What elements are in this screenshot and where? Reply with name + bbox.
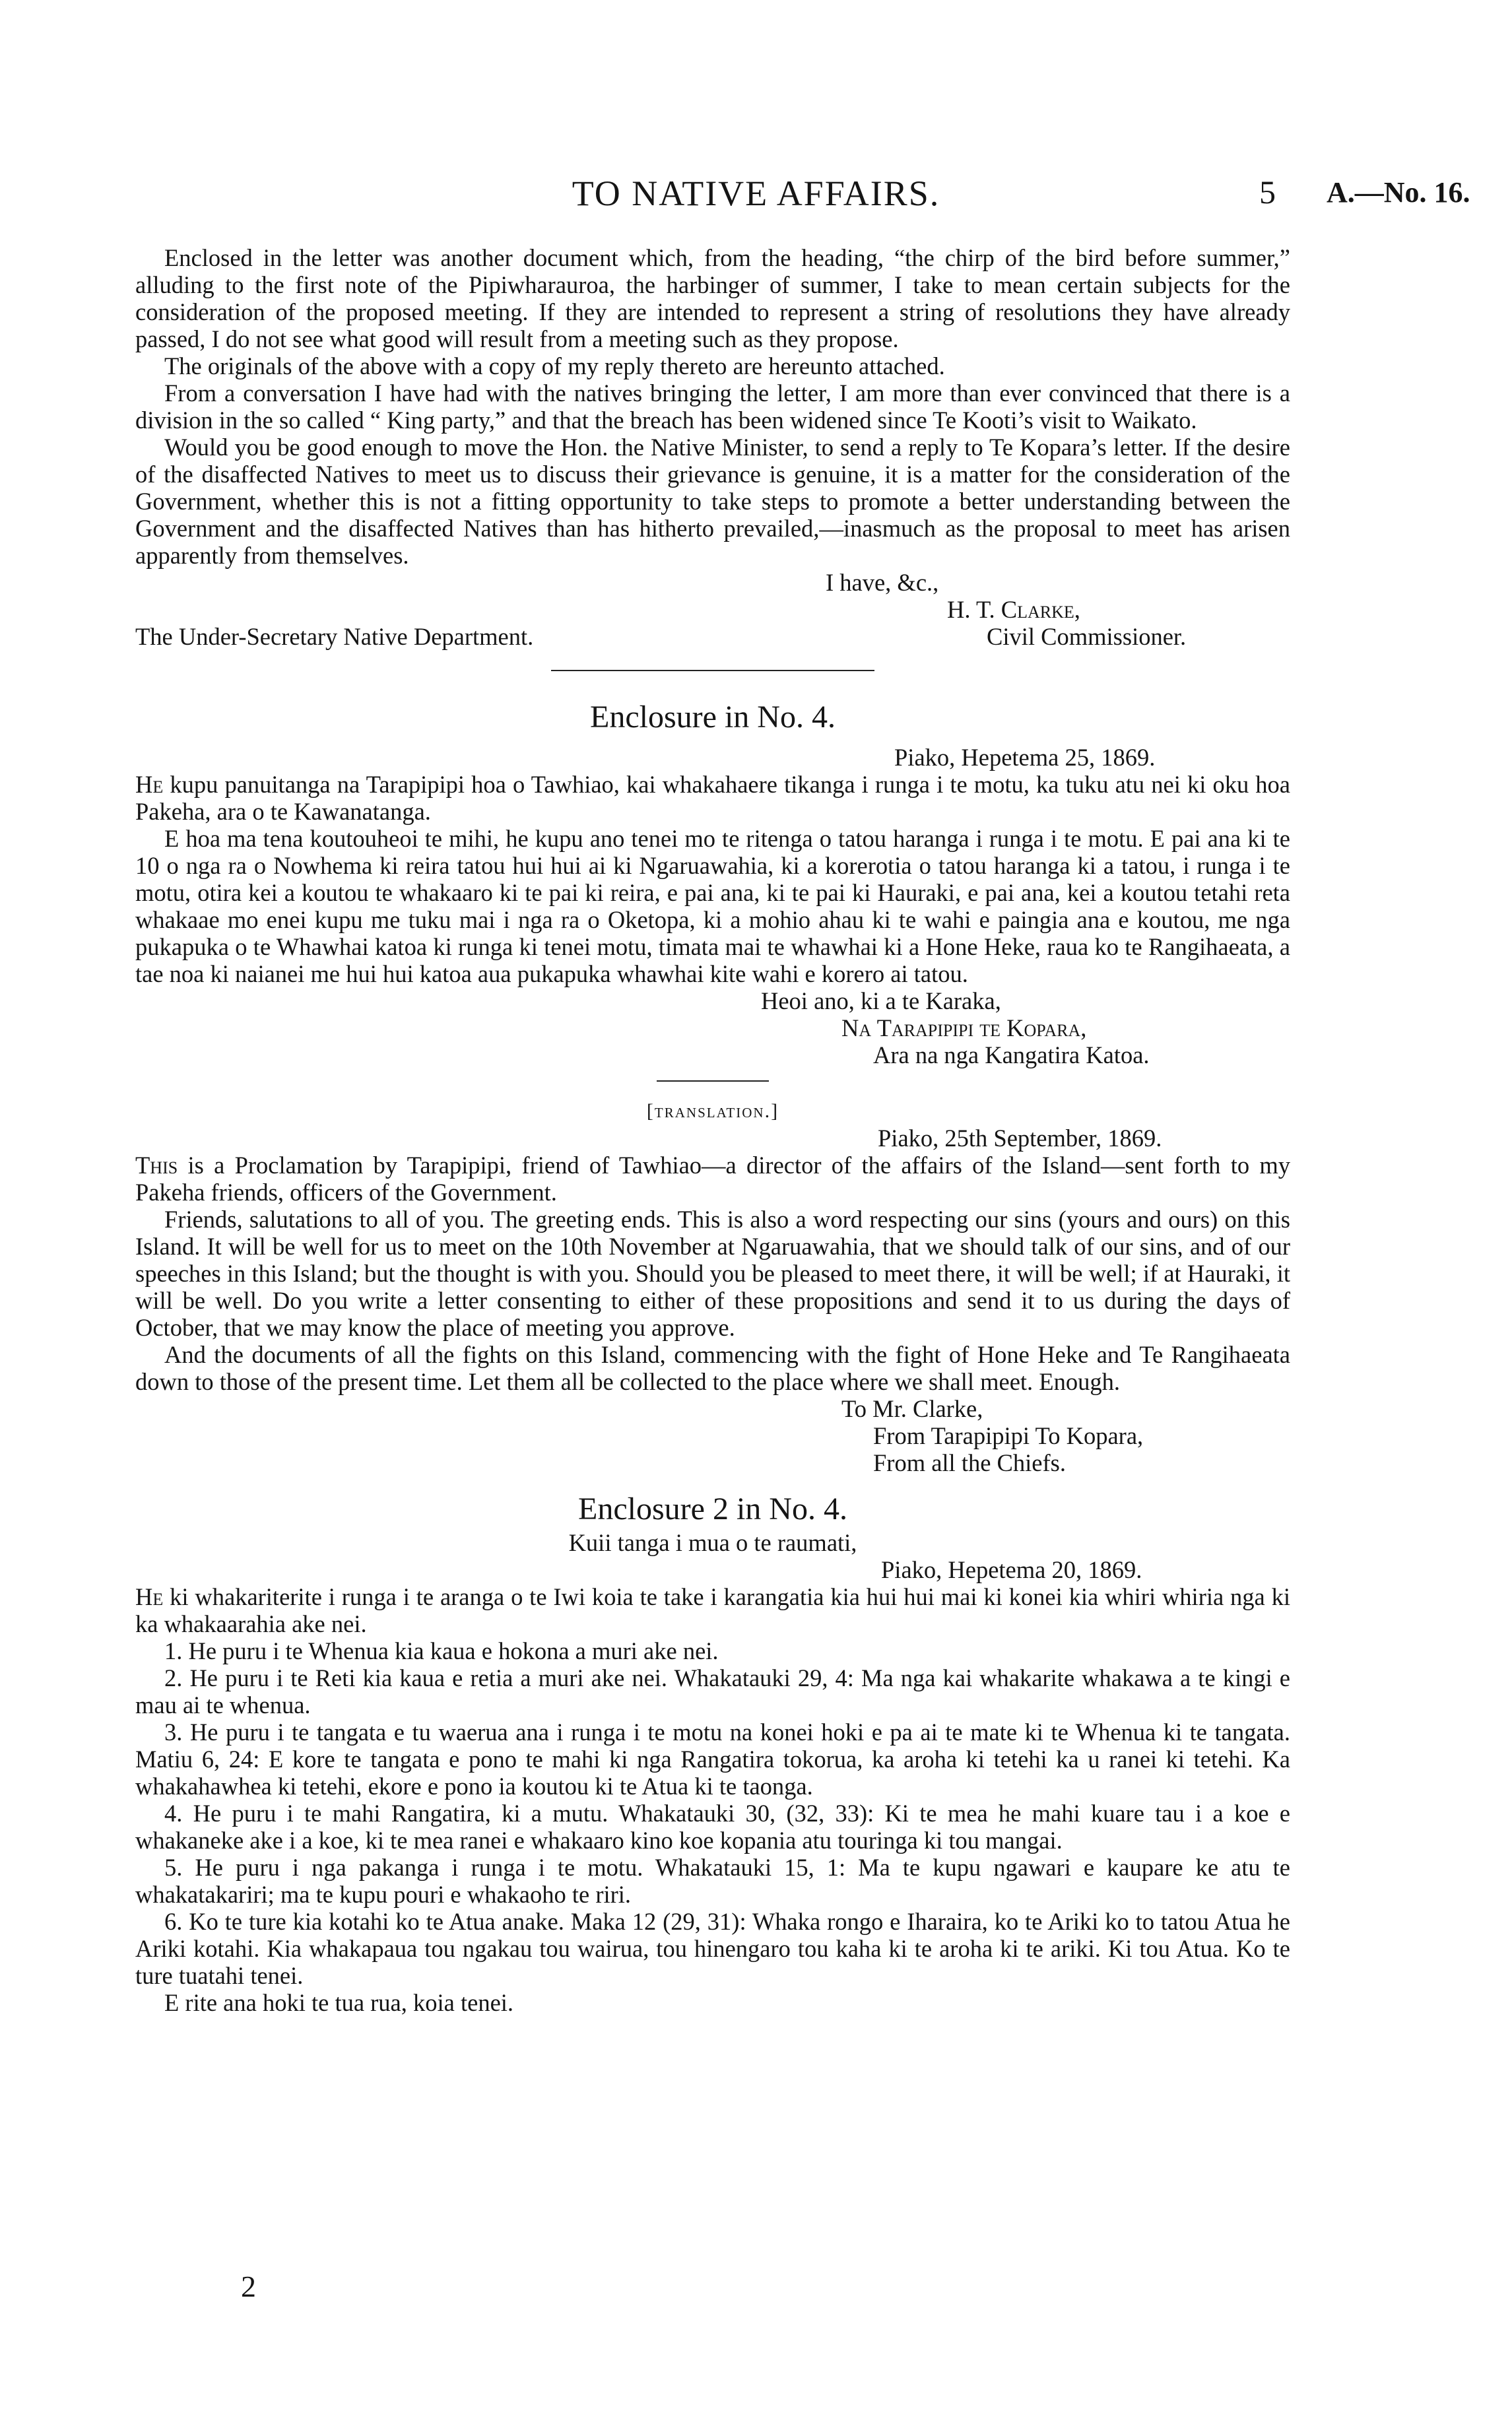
enclosure-2-item: 5. He puru i nga pakanga i runga i te motu. Whakatauki 15, 1: Ma te kupu ngawari e kaupare ke atu te whakatakariri; ma te kupu pouri e whakaoho te riri. bbox=[135, 1854, 1290, 1908]
enclosure-2-item: 1. He puru i te Whenua kia kaua e hokona a muri ake nei. bbox=[164, 1637, 719, 1664]
enclosure-1-paragraph: E hoa ma tena koutouheoi te mihi, he kupu ano tenei mo te ritenga o tatou haranga i runga i te motu. E pai ana ki te 10 o nga ra o Nowhema ki reira tatou hui hui ai ki Ngaruawahia, ki a korerotia o tatou haranga ki a tatou, i runga i te motu, otira kei a koutou te whakaaro ki te pai ki reira, e pai ana, ki te pai ki Hauraki, e pai ana, kei a koutou tetahi reta whakaae mo enei kupu me tuku mai i nga ra o Oketopa, ki a mohio ahau ki te wahi e paingia ana e koutou, me nga pukapuka o te Whawhai katoa ki runga ki tenei motu, timata mai te whawhai ki a Hone Heke, raua ko te Rangihaeata, a tae noa ki naianei me hui hui katoa aua pukapuka whawhai kite wahi e korero ai tatou. bbox=[135, 825, 1290, 987]
translation-signatory: From Tarapipipi To Kopara, bbox=[873, 1422, 1144, 1449]
letter-section bbox=[135, 244, 1290, 650]
enclosure-2-item: 4. He puru i te mahi Rangatira, ki a mutu. Whakatauki 30, (32, 33): Ki te mea he mahi kuare tau i a koe e whakaneke ake i a koe, ki te mea ranei e whakaaro kino koe kopania atu touringa ki tou mangai. bbox=[135, 1800, 1290, 1854]
translation-signatory-sub-row bbox=[135, 1449, 1290, 1476]
enclosure-1-paragraph: He kupu panuitanga na Tarapipipi hoa o Tawhiao, kai whakahaere tikanga i runga i te motu, ka tuku atu nei ki oku hoa Pakeha, ara o te Kawanatanga. bbox=[135, 771, 1290, 825]
lead-word: He bbox=[135, 771, 164, 798]
enclosure-1-closing-row bbox=[135, 987, 1290, 1014]
letter-addressee-row bbox=[135, 623, 1290, 650]
letter-signatory-row bbox=[135, 596, 1290, 623]
letter-paragraph: The originals of the above with a copy of my reply thereto are hereunto attached. bbox=[164, 352, 945, 379]
letter-closing-row bbox=[135, 569, 1290, 596]
translation-date-row bbox=[135, 1125, 1290, 1152]
enclosure-1-signatory-sub: Ara na nga Kangatira Katoa. bbox=[873, 1041, 1150, 1068]
translation-signatory-sub: From all the Chiefs. bbox=[873, 1449, 1066, 1476]
translation-signatory-row bbox=[135, 1422, 1290, 1449]
section-divider bbox=[657, 1080, 769, 1082]
translation-place-date: Piako, 25th September, 1869. bbox=[878, 1125, 1162, 1152]
enclosure-2-item: 3. He puru i te tangata e tu waerua ana i runga i te motu na konei hoki e pa ai te mate ki te Whenua ki te tangata. Matiu 6, 24: E kore te tangata e pono te mahi ki nga Rangatira tokorua, ka aroha ki tetehi ka u ranei ki tetehi. Ka whakahawhea ki tetehi, ekore e pono ia koutou ki te Atua ki te taonga. bbox=[135, 1719, 1290, 1800]
translation-addressee-row bbox=[135, 1395, 1290, 1422]
letter-paragraph: From a conversation I have had with the natives bringing the letter, I am more than ever convinced that there is a division in the so called “ King party,” and that the breach has been widened since Te Kooti’s visit to Waikato. bbox=[135, 379, 1290, 434]
translation-section bbox=[135, 1097, 1290, 1476]
translation-paragraph: Friends, salutations to all of you. The greeting ends. This is also a word respecting our sins (yours and ours) on this Island. It will be well for us to meet on the 10th November at Ngaruawahia, that we should talk of our sins, and of our speeches in this Island; but the thought is with you. Should you be pleased to meet there, it will be well; if at Hauraki, it will be well. Do you write a letter consenting to either of these propositions and send it to us during the days of October, that we may know the place of meeting you approve. bbox=[135, 1206, 1290, 1341]
enclosure-1-signatory-row bbox=[135, 1014, 1290, 1041]
enclosure-2-title: Enclosure 2 in No. 4. bbox=[578, 1491, 847, 1526]
enclosure-1-date-row bbox=[135, 744, 1290, 771]
letter-closing: I have, &c., bbox=[826, 569, 939, 596]
lead-word: He bbox=[135, 1583, 164, 1610]
page-number: 5 bbox=[1259, 174, 1276, 211]
enclosure-1-place-date: Piako, Hepetema 25, 1869. bbox=[894, 744, 1156, 771]
enclosure-2-item: 2. He puru i te Reti kia kaua e retia a muri ake nei. Whakatauki 29, 4: Ma nga kai whakarite whakawa a te kingi e mau ai te whenua. bbox=[135, 1664, 1290, 1719]
translation-paragraph: And the documents of all the fights on this Island, commencing with the fight of Hone Heke and Te Rangihaeata down to those of the present time. Let them all be collected to the place where we shall meet. Enough. bbox=[135, 1341, 1290, 1395]
translation-paragraph: This is a Proclamation by Tarapipipi, friend of Tawhiao—a director of the affairs of the Island—sent forth to my Pakeha friends, officers of the Government. bbox=[135, 1152, 1290, 1206]
lead-word: This bbox=[135, 1152, 178, 1179]
translation-heading: [translation.] bbox=[646, 1100, 779, 1122]
enclosure-1-signatory-sub-row bbox=[135, 1041, 1290, 1068]
enclosure-2-section bbox=[135, 1490, 1290, 2016]
enclosure-2-place-date: Piako, Hepetema 20, 1869. bbox=[881, 1556, 1142, 1583]
letter-paragraph: Would you be good enough to move the Hon. the Native Minister, to send a reply to Te Kopara’s letter. If the desire of the disaffected Natives to meet us to discuss their grievance is genuine, it is a matter for the consideration of the Government, whether this is not a fitting opportunity to take steps to promote a better understanding between the Government and the disaffected Natives than has hitherto prevailed,—inasmuch as the proposal to meet has arisen apparently from themselves. bbox=[135, 434, 1290, 569]
letter-addressee: The Under-Secretary Native Department. bbox=[135, 623, 534, 650]
enclosure-2-closing-line: E rite ana hoki te tua rua, koia tenei. bbox=[164, 1989, 514, 2016]
page-title: TO NATIVE AFFAIRS. bbox=[572, 174, 940, 213]
enclosure-2-subtitle: Kuii tanga i mua o te raumati, bbox=[568, 1529, 857, 1556]
enclosure-2-date-row bbox=[135, 1556, 1290, 1583]
enclosure-1-title: Enclosure in No. 4. bbox=[590, 700, 836, 735]
letter-paragraph: Enclosed in the letter was another document which, from the heading, “the chirp of the bird before summer,” alluding to the first note of the Pipiwharauroa, the harbinger of summer, I take to mean certain subjects for the consideration of the proposed meeting. If they are intended to represent a string of resolutions they have already passed, I do not see what good will result from a meeting such as they propose. bbox=[135, 244, 1290, 352]
letter-signatory-title: Civil Commissioner. bbox=[987, 623, 1187, 650]
paper-reference: A.—No. 16. bbox=[1327, 176, 1470, 209]
signature-mark: 2 bbox=[241, 2270, 256, 2303]
main-column bbox=[135, 244, 1290, 2016]
translation-addressee: To Mr. Clarke, bbox=[841, 1395, 983, 1422]
enclosure-2-intro: He ki whakariterite i runga i te aranga o te Iwi koia te take i karangatia kia hui hui mai ki konei kia whiri whiria nga ki ka whakaarahia ake nei. bbox=[135, 1583, 1291, 1637]
enclosure-1-section bbox=[135, 698, 1290, 1068]
enclosure-1-signatory: Na Tarapipipi te Kopara, bbox=[841, 1014, 1087, 1041]
enclosure-2-item: 6. Ko te ture kia kotahi ko te Atua anake. Maka 12 (29, 31): Whaka rongo e Iharaira, ko te Ariki ko to tatou Atua he Ariki kotahi. Kia whakapaua tou ngakau tou wairua, tou hinengaro tou kaha ki te aroha ki te ariki. Ki tou Atua. Ko te ture tuatahi tenei. bbox=[135, 1908, 1290, 1989]
letter-signatory: H. T. Clarke, bbox=[947, 596, 1080, 623]
section-divider bbox=[551, 670, 874, 671]
enclosure-1-closing: Heoi ano, ki a te Karaka, bbox=[761, 987, 1001, 1014]
